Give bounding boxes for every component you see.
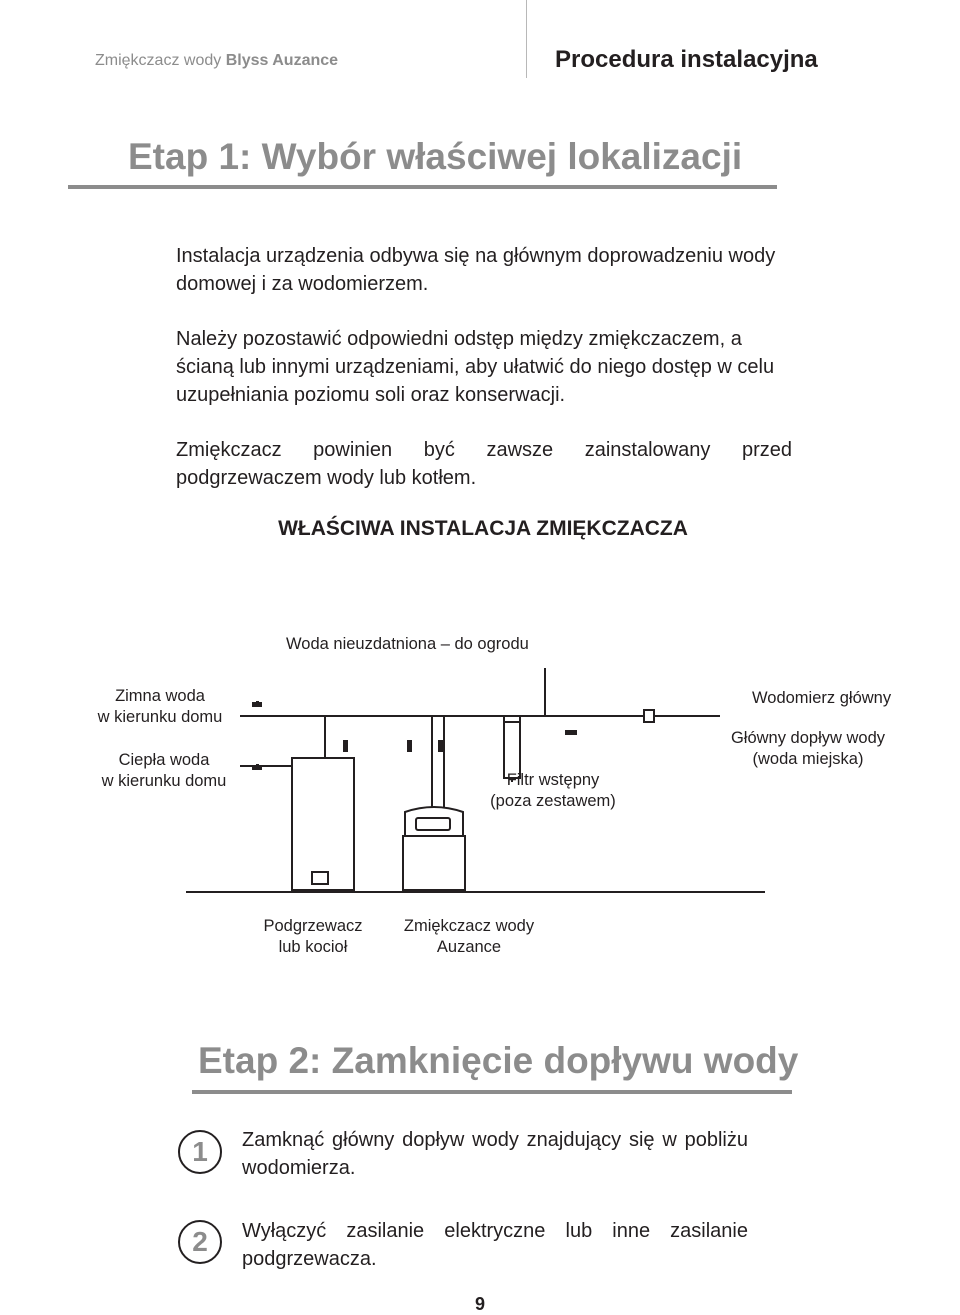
label-pre-filter-line-1: Filtr wstępny bbox=[506, 771, 600, 789]
header-product-prefix: Zmiękczacz wody bbox=[95, 52, 222, 69]
header-product bbox=[95, 52, 338, 70]
label-softener bbox=[394, 916, 544, 958]
label-hot-water-line-1: Ciepła woda bbox=[118, 751, 210, 769]
stage1-title-rule bbox=[68, 185, 777, 189]
page-number: 9 bbox=[474, 1294, 485, 1314]
label-heater bbox=[248, 916, 378, 958]
step-2-text: Wyłączyć zasilanie elektryczne lub inne zasilanie podgrzewacza. bbox=[242, 1220, 748, 1270]
label-cold-water-line-2: w kierunku domu bbox=[97, 708, 223, 726]
header-divider bbox=[526, 0, 527, 78]
header-product-name: Blyss Auzance bbox=[225, 52, 339, 69]
label-pre-filter bbox=[478, 770, 628, 812]
label-main-supply-line-1: Główny dopływ wody bbox=[730, 729, 886, 747]
label-hot-water-line-2: w kierunku domu bbox=[101, 772, 227, 790]
step-1-number: 1 bbox=[178, 1130, 222, 1174]
stage1-paragraph-3: Zmiękczacz powinien być zawsze zainstalowany przed podgrzewaczem wody lub kotłem. bbox=[176, 439, 792, 489]
label-water-meter: Wodomierz główny bbox=[752, 689, 892, 707]
label-cold-water-line-1: Zimna woda bbox=[115, 687, 205, 705]
water-meter bbox=[644, 710, 654, 722]
stage1-paragraph-2: Należy pozostawić odpowiedni odstęp między zmiękczaczem, a ścianą lub innymi urządzeniami, aby ułatwić do niego dostęp w celu uzupełniania poziomu soli oraz konserwacji. bbox=[176, 328, 775, 406]
label-main-supply-line-2: (woda miejska) bbox=[752, 750, 864, 768]
stage1-paragraph-1: Instalacja urządzenia odbywa się na głównym doprowadzeniu wody domowej i za wodomierzem. bbox=[176, 245, 776, 295]
diagram-heading: WŁAŚCIWA INSTALACJA ZMIĘKCZACZA bbox=[278, 517, 688, 540]
softener-unit bbox=[403, 807, 465, 890]
label-heater-line-1: Podgrzewacz bbox=[263, 917, 363, 935]
stage1-title: Etap 1: Wybór właściwej lokalizacji bbox=[128, 136, 743, 177]
header-section-title: Procedura instalacyjna bbox=[555, 46, 818, 73]
label-softener-line-2: Auzance bbox=[436, 938, 502, 956]
label-softener-line-1: Zmiękczacz wody bbox=[403, 917, 535, 935]
label-hot-water bbox=[84, 750, 244, 792]
label-main-supply bbox=[718, 728, 898, 770]
pre-filter bbox=[504, 716, 520, 778]
water-heater bbox=[292, 758, 354, 890]
label-untreated-water: Woda nieuzdatniona – do ogrodu bbox=[286, 635, 529, 653]
stage2-title: Etap 2: Zamknięcie dopływu wody bbox=[198, 1040, 799, 1081]
step-2-number: 2 bbox=[178, 1220, 222, 1264]
step-1-text: Zamknąć główny dopływ wody znajdujący się w pobliżu wodomierza. bbox=[242, 1129, 748, 1179]
label-heater-line-2: lub kocioł bbox=[278, 938, 348, 956]
label-pre-filter-line-2: (poza zestawem) bbox=[490, 792, 616, 810]
stage2-title-rule bbox=[192, 1090, 792, 1094]
label-cold-water bbox=[80, 686, 240, 728]
